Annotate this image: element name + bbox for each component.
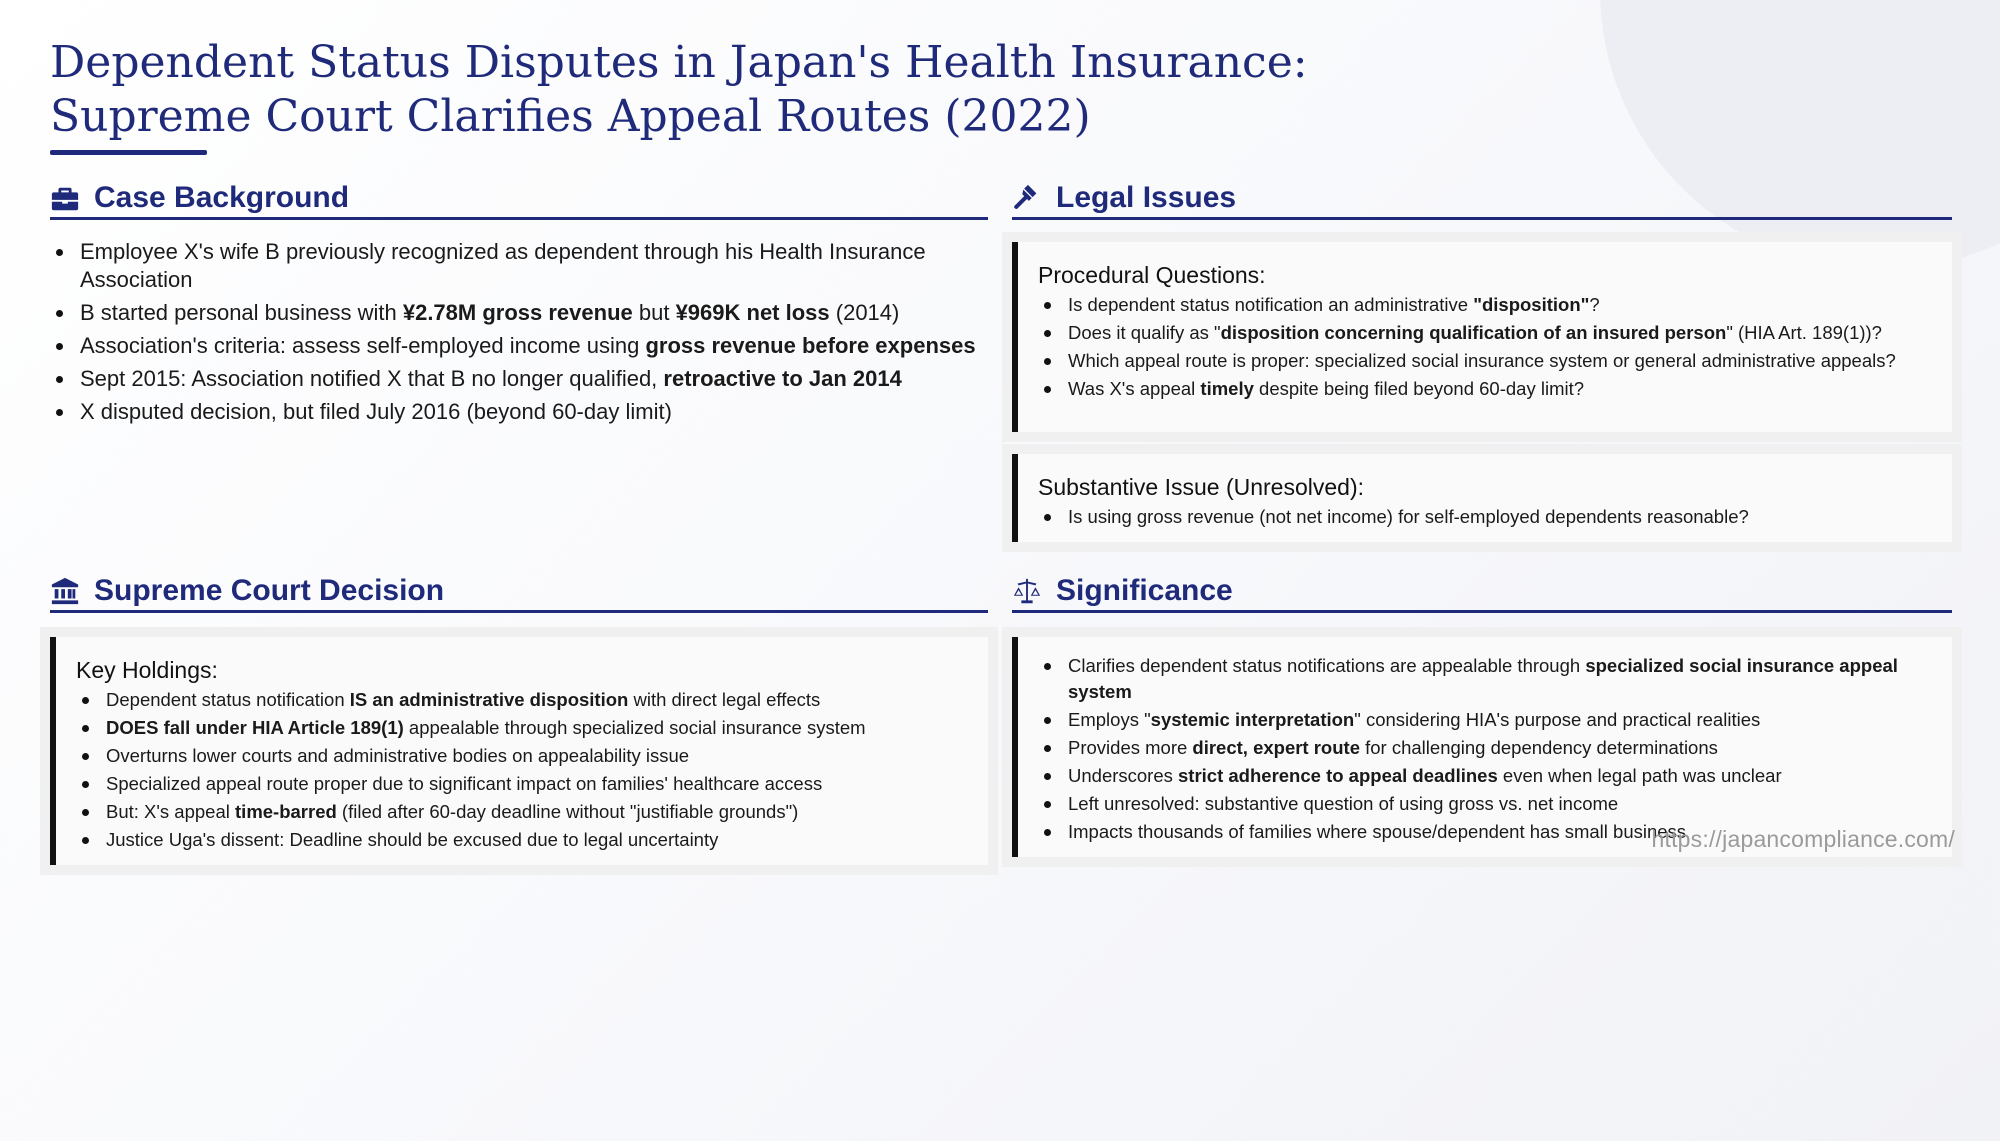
supreme-court-decision-section xyxy=(50,571,988,865)
courthouse-icon xyxy=(50,576,80,606)
key-holdings-list xyxy=(76,687,968,853)
significance-item: Left unresolved: substantive question of using gross vs. net income xyxy=(1038,791,1932,817)
page-title-line-2: Supreme Court Clarifies Appeal Routes (2022) xyxy=(50,91,1091,142)
significance-section xyxy=(1012,571,1952,857)
significance-item: Underscores strict adherence to appeal deadlines even when legal path was unclear xyxy=(1038,763,1932,789)
procedural-questions-title: Procedural Questions: xyxy=(1038,262,1266,288)
substantive-issue-item: Is using gross revenue (not net income) for self-employed dependents reasonable? xyxy=(1038,504,1932,530)
briefcase-icon xyxy=(50,183,80,213)
procedural-questions-list xyxy=(1038,292,1932,402)
emphasis-text: strict adherence to appeal deadlines xyxy=(1178,765,1498,786)
legal-issues-title: Legal Issues xyxy=(1056,180,1237,214)
substantive-issue-title: Substantive Issue (Unresolved): xyxy=(1038,474,1364,500)
emphasis-text: ¥2.78M gross revenue xyxy=(402,300,633,325)
page-title-line-1: Dependent Status Disputes in Japan's Health Insurance: xyxy=(50,37,1308,88)
emphasis-text: timely xyxy=(1200,378,1254,399)
significance-item: Provides more direct, expert route for challenging dependency determinations xyxy=(1038,735,1932,761)
emphasis-text: systemic interpretation xyxy=(1150,709,1355,730)
supreme-court-decision-header xyxy=(50,571,988,613)
gavel-icon xyxy=(1012,183,1042,213)
emphasis-text: "disposition" xyxy=(1473,294,1590,315)
key-holding-item: But: X's appeal time-barred (filed after 60-day deadline without "justifiable grounds") xyxy=(76,799,968,825)
case-background-list xyxy=(50,238,988,426)
scales-icon xyxy=(1012,576,1042,606)
title-underline xyxy=(50,150,207,155)
procedural-question-item: Is dependent status notification an administrative "disposition"? xyxy=(1038,292,1932,318)
emphasis-text: IS an administrative disposition xyxy=(349,689,629,710)
source-url: https://japancompliance.com/ xyxy=(1651,826,1955,852)
emphasis-text: retroactive to Jan 2014 xyxy=(663,366,902,391)
key-holdings-title: Key Holdings: xyxy=(76,657,218,683)
case-background-item: X disputed decision, but filed July 2016 (beyond 60-day limit) xyxy=(50,398,988,426)
procedural-questions-card xyxy=(1012,242,1952,432)
legal-issues-header xyxy=(1012,178,1952,220)
procedural-question-item: Does it qualify as "disposition concerning qualification of an insured person" (HIA Art. 189(1))? xyxy=(1038,320,1932,346)
page-title xyxy=(50,36,1450,144)
case-background-item: Employee X's wife B previously recognized as dependent through his Health Insurance Association xyxy=(50,238,988,294)
substantive-issue-list xyxy=(1038,504,1932,530)
emphasis-text: direct, expert route xyxy=(1192,737,1360,758)
significance-list xyxy=(1038,653,1932,845)
procedural-question-item: Which appeal route is proper: specialized social insurance system or general administrative appeals? xyxy=(1038,348,1932,374)
significance-item: Employs "systemic interpretation" considering HIA's purpose and practical realities xyxy=(1038,707,1932,733)
substantive-issue-card xyxy=(1012,454,1952,542)
emphasis-text: gross revenue before expenses xyxy=(645,333,976,358)
emphasis-text: DOES fall under HIA Article 189(1) xyxy=(106,717,404,738)
case-background-item: Sept 2015: Association notified X that B no longer qualified, retroactive to Jan 2014 xyxy=(50,365,988,393)
significance-header xyxy=(1012,571,1952,613)
case-background-item: Association's criteria: assess self-employed income using gross revenue before expenses xyxy=(50,332,988,360)
key-holding-item: Overturns lower courts and administrative bodies on appealability issue xyxy=(76,743,968,769)
case-background-header xyxy=(50,178,988,220)
significance-card xyxy=(1012,637,1952,857)
key-holding-item: DOES fall under HIA Article 189(1) appealable through specialized social insurance system xyxy=(76,715,968,741)
significance-title: Significance xyxy=(1056,573,1233,607)
significance-item: Clarifies dependent status notifications are appealable through specialized social insurance appeal system xyxy=(1038,653,1932,705)
significance-item: Impacts thousands of families where spouse/dependent has small business xyxy=(1038,819,1932,845)
case-background-title: Case Background xyxy=(94,180,350,214)
supreme-court-decision-title: Supreme Court Decision xyxy=(94,573,445,607)
case-background-item: B started personal business with ¥2.78M gross revenue but ¥969K net loss (2014) xyxy=(50,299,988,327)
key-holding-item: Specialized appeal route proper due to significant impact on families' healthcare access xyxy=(76,771,968,797)
key-holding-item: Justice Uga's dissent: Deadline should be excused due to legal uncertainty xyxy=(76,827,968,853)
emphasis-text: ¥969K net loss xyxy=(675,300,830,325)
legal-issues-section xyxy=(1012,178,1952,542)
key-holdings-card xyxy=(50,637,988,865)
emphasis-text: time-barred xyxy=(235,801,337,822)
procedural-question-item: Was X's appeal timely despite being filed beyond 60-day limit? xyxy=(1038,376,1932,402)
key-holding-item: Dependent status notification IS an administrative disposition with direct legal effects xyxy=(76,687,968,713)
emphasis-text: specialized social insurance appeal system xyxy=(1068,655,1898,702)
emphasis-text: disposition concerning qualification of an insured person xyxy=(1220,322,1727,343)
case-background-section xyxy=(50,178,988,431)
